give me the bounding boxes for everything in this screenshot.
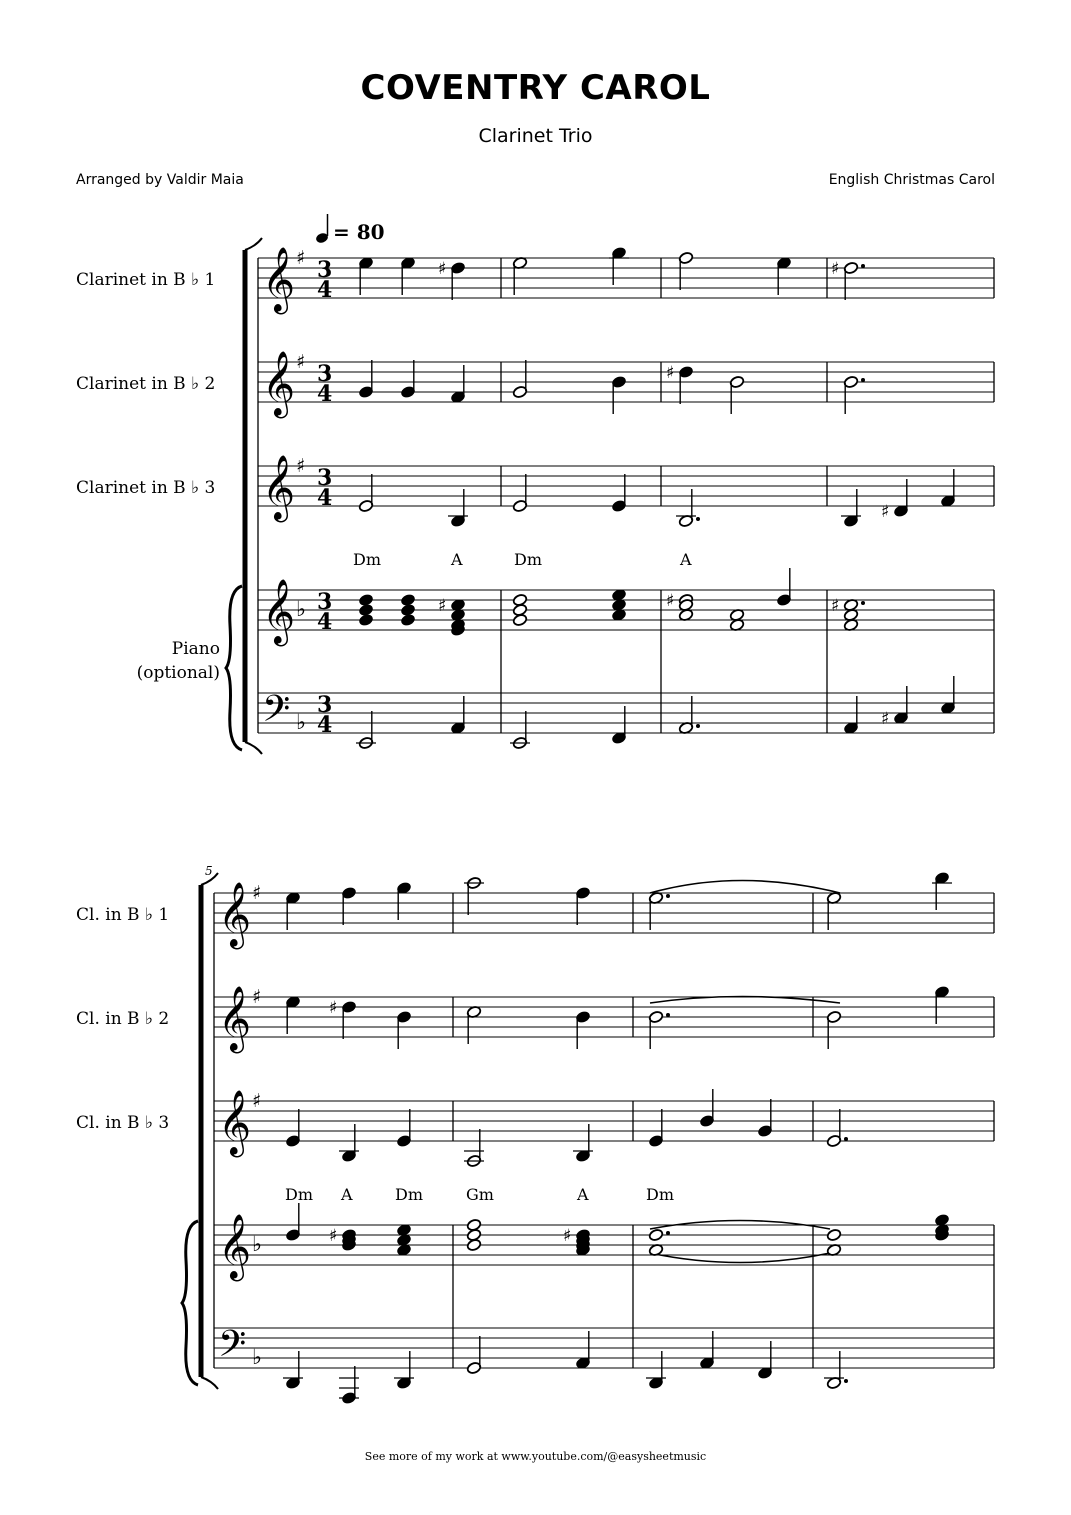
note (283, 1351, 303, 1390)
accidental-sharp: ♯ (831, 596, 840, 616)
svg-text:4: 4 (317, 381, 333, 407)
key-signature-flat: ♭ (296, 597, 306, 621)
staff-label-piano-optional: (optional) (136, 663, 220, 683)
system-2 (76, 864, 994, 1405)
note (466, 1238, 481, 1251)
note (448, 489, 468, 528)
note (512, 360, 527, 399)
accidental-sharp: ♯ (881, 502, 890, 522)
note (776, 568, 791, 607)
note (466, 1336, 481, 1375)
note (826, 1228, 841, 1241)
tempo-mark (315, 214, 385, 244)
note (826, 891, 841, 930)
treble-clef: 𝄞 (262, 351, 296, 416)
svg-text:3: 3 (317, 589, 333, 615)
svg-text:3: 3 (317, 692, 333, 718)
staff-label-clarinet-3: Cl. in B ♭ 3 (76, 1113, 170, 1133)
accidental-sharp: ♯ (831, 259, 840, 279)
chord-symbol: Dm (514, 550, 542, 569)
chord-symbol: Gm (466, 1185, 494, 1204)
chord-symbol: Dm (646, 1185, 674, 1204)
chord-symbol: A (680, 550, 692, 569)
chord-symbol: Dm (353, 550, 381, 569)
svg-text:3: 3 (317, 361, 333, 387)
note (285, 891, 300, 930)
note (400, 613, 415, 626)
note (826, 1010, 841, 1049)
note (358, 613, 373, 626)
note (358, 603, 373, 616)
note (573, 1124, 593, 1163)
note (826, 1109, 848, 1148)
note (339, 1366, 359, 1405)
note (400, 256, 415, 295)
note (438, 259, 466, 300)
accidental-sharp: ♯ (438, 596, 447, 616)
treble-clef: 𝄞 (218, 986, 252, 1051)
measure-number: 5 (205, 864, 213, 878)
key-signature-sharp: ♯ (252, 1090, 262, 1112)
accidental-sharp: ♯ (329, 998, 338, 1018)
note (757, 1341, 772, 1380)
note (699, 1331, 714, 1370)
note (464, 1129, 484, 1168)
bass-clef: 𝄢 (262, 688, 291, 739)
note (611, 706, 626, 745)
bass-clef: 𝄢 (218, 1323, 247, 1374)
page-title: COVENTRY CAROL (360, 68, 711, 108)
note (285, 1109, 300, 1148)
note (450, 365, 465, 404)
key-signature-sharp: ♯ (296, 247, 306, 269)
note (843, 696, 858, 735)
note (676, 489, 700, 528)
note (611, 375, 626, 414)
note (841, 489, 861, 528)
note (466, 1005, 481, 1044)
composer-credit: English Christmas Carol (828, 172, 995, 188)
tie (650, 1253, 830, 1263)
chord-symbol: A (341, 1185, 353, 1204)
note (648, 1109, 663, 1148)
note (358, 474, 373, 513)
note (776, 256, 791, 295)
note (450, 696, 465, 735)
note (678, 251, 693, 290)
note (400, 603, 415, 616)
treble-clef: 𝄞 (262, 455, 296, 520)
accidental-sharp: ♯ (563, 1226, 572, 1246)
note (512, 613, 527, 626)
treble-clef: 𝄞 (262, 247, 296, 312)
arranger-credit: Arranged by Valdir Maia (76, 172, 244, 188)
staff-label-clarinet-1: Clarinet in B ♭ 1 (76, 270, 216, 290)
svg-text:4: 4 (317, 485, 333, 511)
note (729, 375, 744, 414)
svg-text:4: 4 (317, 609, 333, 635)
note (512, 256, 527, 295)
note (881, 479, 909, 522)
key-signature-sharp: ♯ (252, 882, 262, 904)
note (648, 1010, 670, 1049)
note (285, 995, 300, 1034)
note (824, 1351, 848, 1390)
treble-clef: 𝄞 (218, 882, 252, 947)
note (757, 1099, 772, 1138)
piano-brace (226, 586, 242, 750)
staff-label-clarinet-2: Clarinet in B ♭ 2 (76, 374, 216, 394)
accidental-sharp: ♯ (666, 591, 675, 611)
system-1 (76, 214, 994, 754)
note (575, 1331, 590, 1370)
key-signature-flat: ♭ (252, 1232, 262, 1256)
chord-symbol: Dm (285, 1185, 313, 1204)
note (934, 985, 949, 1024)
note (339, 1124, 359, 1163)
staff-label-clarinet-2: Cl. in B ♭ 2 (76, 1009, 170, 1029)
treble-clef: 𝄞 (218, 1214, 252, 1279)
treble-clef: 𝄞 (218, 1090, 252, 1155)
note (464, 876, 484, 915)
treble-clef: 𝄞 (262, 579, 296, 644)
staff-label-clarinet-3: Clarinet in B ♭ 3 (76, 478, 216, 498)
note (932, 871, 952, 910)
note (609, 246, 629, 285)
page-subtitle: Clarinet Trio (478, 125, 593, 147)
footer-note: See more of my work at www.youtube.com/@easysheetmusic (364, 1450, 707, 1463)
accidental-sharp: ♯ (329, 1226, 338, 1246)
note (400, 360, 415, 399)
note (400, 593, 415, 606)
accidental-sharp: ♯ (666, 363, 675, 383)
key-signature-sharp: ♯ (296, 351, 306, 373)
note (396, 1010, 411, 1049)
note (341, 886, 356, 925)
note (356, 711, 376, 750)
note (358, 256, 373, 295)
note (611, 474, 626, 513)
note (648, 891, 670, 930)
chord-symbol: A (451, 550, 463, 569)
note (358, 360, 373, 399)
note (510, 711, 530, 750)
note (394, 1351, 414, 1390)
key-signature-sharp: ♯ (252, 986, 262, 1008)
note (396, 881, 411, 920)
svg-text:3: 3 (317, 465, 333, 491)
chord-symbol: Dm (395, 1185, 423, 1204)
time-sig-top: 3 (317, 257, 333, 283)
note (329, 998, 357, 1039)
note (831, 259, 865, 300)
tempo-text: = 80 (333, 220, 385, 244)
note (285, 1203, 300, 1242)
key-signature-flat: ♭ (296, 710, 306, 734)
note (646, 1351, 666, 1390)
svg-text:4: 4 (317, 712, 333, 738)
key-signature-sharp: ♯ (296, 455, 306, 477)
note (699, 1089, 714, 1128)
accidental-sharp: ♯ (438, 259, 447, 279)
note (940, 676, 955, 715)
note (396, 1109, 411, 1148)
key-signature-flat: ♭ (252, 1345, 262, 1369)
chord-symbol: A (577, 1185, 589, 1204)
note (575, 886, 590, 925)
staff-label-piano: Piano (171, 639, 220, 659)
tie (650, 881, 840, 894)
time-sig-bottom: 4 (317, 277, 333, 303)
note (666, 363, 694, 404)
staff-label-clarinet-1: Cl. in B ♭ 1 (76, 905, 170, 925)
accidental-sharp: ♯ (881, 709, 890, 729)
note (575, 1010, 590, 1049)
note (678, 696, 700, 735)
piano-brace (182, 1221, 198, 1385)
note (512, 474, 527, 513)
note (940, 469, 955, 508)
note (843, 375, 865, 414)
note (358, 593, 373, 606)
